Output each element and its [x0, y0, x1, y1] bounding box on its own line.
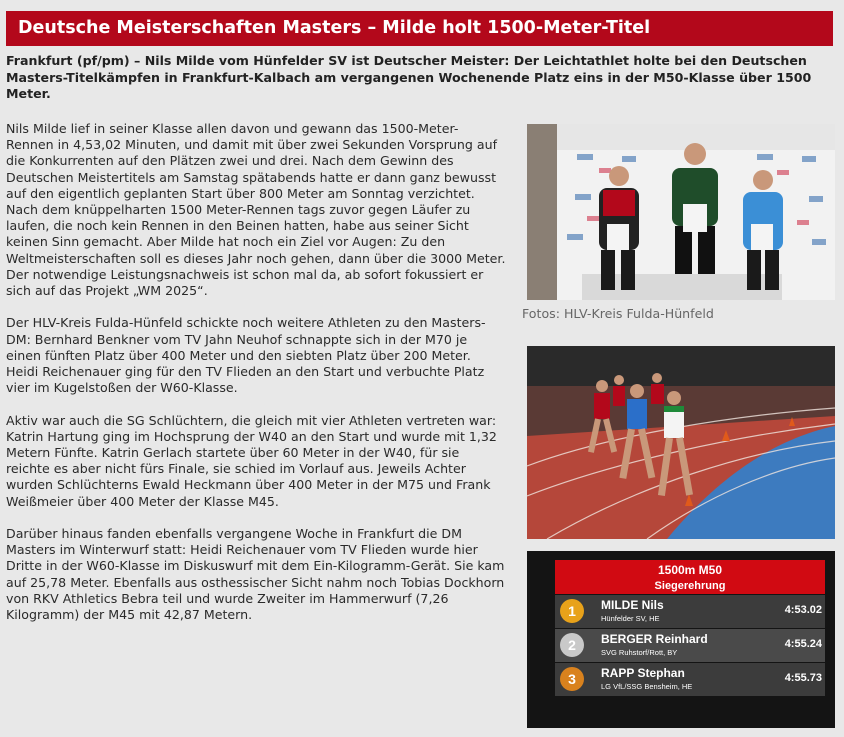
podium-photo[interactable] — [527, 124, 835, 300]
board-time: 4:53.02 — [784, 604, 822, 616]
board-place: 3 — [568, 671, 576, 687]
board-place: 2 — [568, 637, 576, 653]
board-time: 4:55.73 — [784, 672, 822, 684]
paragraph-3: Aktiv war auch die SG Schlüchtern, die gleich mit vier Athleten vertreten war: Katrin Hartung ging im Hochsprung der W40 an den Start und wurde mit 1,32 Metern Fünfte. Katrin Gerlach startete über 60 Meter in der W40, für sie reichte es aber nicht fürs Finale, sie schied im Vorlauf aus. Jeweils Achter wurden Schlüchterns Ewald Heckmann über 400 Meter in der M75 und Frank Weißmeier über 400 Meter der Klasse M45. — [6, 412, 497, 509]
board-name: MILDE Nils — [601, 598, 664, 612]
podium-image — [527, 124, 835, 300]
article-title: Deutsche Meisterschaften Masters – Milde holt 1500-Meter-Titel — [6, 11, 833, 46]
board-name: RAPP Stephan — [601, 666, 685, 680]
photo-caption: Fotos: HLV-Kreis Fulda-Hünfeld — [522, 306, 714, 321]
board-place: 1 — [568, 603, 576, 619]
paragraph-2: Der HLV-Kreis Fulda-Hünfeld schickte noch weitere Athleten zu den Masters-DM: Bernhard Benkner vom TV Jahn Neuhof schnappte sich in der M70 je einen fünften Platz über 400 Meter und den siebten Platz über 200 Meter. Heidi Reichenauer ging für den TV Flieden an den Start und verbuchte Platz vier im Kugelstoßen der W60-Klasse. — [6, 315, 486, 396]
paragraph-4: Darüber hinaus fanden ebenfalls vergangene Woche in Frankfurt die DM Masters im Winterwurf statt: Heidi Reichenauer vom TV Flieden wurde hier Dritte in der W60-Klasse im Diskuswurf mit dem Ein-Kilogramm-Gerät. Sie kam auf 25,78 Meter. Ebenfalls aus osthessischer Sicht nahm noch Tobias Dockhorn von RKV Athletics Bebra teil und wurde Zweiter im Hammerwurf (7,26 Kilogramm) der M45 mit 42,87 Metern. — [6, 526, 505, 623]
race-image — [527, 346, 835, 539]
board-club: SVG Ruhstorf/Rott, BY — [601, 648, 678, 657]
scoreboard-photo[interactable] — [527, 551, 835, 728]
board-club: LG VfL/SSG Bensheim, HE — [601, 682, 693, 691]
scoreboard-image — [527, 551, 835, 728]
board-subtitle: Siegerehrung — [654, 580, 726, 592]
race-photo[interactable] — [527, 346, 835, 539]
paragraph-1: Nils Milde lief in seiner Klasse allen davon und gewann das 1500-Meter-Rennen in 4,53,02 Minuten, und damit mit über zwei Sekunden Vorsprung auf die Konkurrenten auf den Plätzen zwei und drei. Nach dem Gewinn des Deutschen Meistertitels am Samstag spätabends hatte er dann ganz bewusst auf den eigentlich geplanten Start über 800 Meter am Sonntag verzichtet. Nach dem knüppelharten 1500 Meter-Rennen tags zuvor gegen Läufer zu laufen, die noch kein Rennen in den Beinen hatten, habe aus seiner Sicht keinen Sinn gemacht. Aber Milde hat noch ein Ziel vor Augen: Zu den Weltmeisterschaften soll es dieses Jahr noch gehen, dann über die 3000 Meter. Der notwendige Leistungsnachweis ist schon mal da, ab sofort fokussiert er sich auf das Projekt „WM 2025“. — [6, 121, 506, 299]
article-body — [6, 121, 506, 639]
board-time: 4:55.24 — [784, 638, 822, 650]
board-event: 1500m M50 — [657, 563, 723, 577]
board-name: BERGER Reinhard — [601, 632, 708, 646]
article-lead: Frankfurt (pf/pm) – Nils Milde vom Hünfelder SV ist Deutscher Meister: Der Leichtathlet holte bei den Deutschen Masters-Titelkämpfen in Frankfurt-Kalbach am vergangenen Wochenende Platz eins in der M50-Klasse über 1500 Meter. — [6, 53, 812, 101]
board-club: Hünfelder SV, HE — [601, 614, 660, 623]
